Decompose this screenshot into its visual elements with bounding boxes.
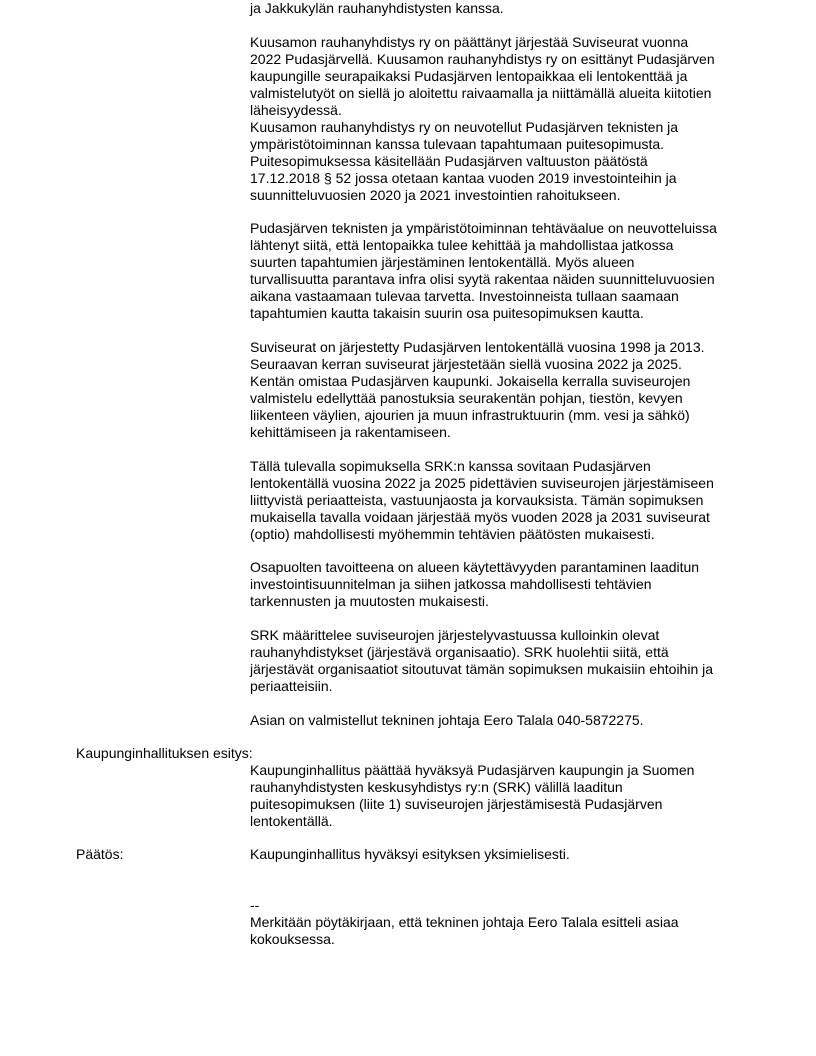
- text-line: kehittämiseen ja rakentamiseen.: [250, 424, 451, 440]
- text-line: lähtenyt siitä, että lentopaikka tulee kehittää ja mahdollistaa jatkossa: [250, 237, 674, 253]
- text-line: investointisuunnitelman ja siihen jatkossa mahdollisesti tehtävien: [250, 576, 652, 592]
- text-line: valmistelutyöt on siellä jo aloitettu raivaamalla ja niittämällä alueita kiitotien: [250, 85, 712, 101]
- text-line: suunnitteluvuosien 2020 ja 2021 investointien rahoitukseen.: [250, 187, 621, 203]
- text-line: tarkennusten ja muutosten mukaisesti.: [250, 593, 489, 609]
- section-label: Päätös:: [76, 846, 124, 862]
- text-line: valmistelu edellyttää panostuksia seurakentän pohjan, tiestön, kevyen: [250, 390, 683, 406]
- text-line: Kentän omistaa Pudasjärven kaupunki. Jokaisella kerralla suviseurojen: [250, 373, 691, 389]
- text-line: kaupungille seurapaikaksi Pudasjärven lentopaikkaa eli lentokenttää ja: [250, 68, 688, 84]
- decision-text: [250, 846, 745, 863]
- text-line: 2022 Pudasjärvellä. Kuusamon rauhanyhdistys ry on esittänyt Pudasjärven: [250, 51, 715, 67]
- text-line: rauhanyhdistykset (järjestävä organisaatio). SRK huolehtii siitä, että: [250, 644, 669, 660]
- text-line: Tällä tulevalla sopimuksella SRK:n kanssa sovitaan Pudasjärven: [250, 458, 651, 474]
- text-line: Asian on valmistellut tekninen johtaja Eero Talala 040-5872275.: [250, 712, 644, 728]
- text-line: liittyvistä periaatteista, vastuunjaosta ja korvauksista. Tämän sopimuksen: [250, 492, 704, 508]
- text-line: lentokentällä.: [250, 813, 333, 829]
- decision-label: [76, 846, 276, 863]
- text-line: turvallisuutta parantava infra olisi syytä rakentaa näiden suunnitteluvuosien: [250, 271, 715, 287]
- text-line: Kaupunginhallitus päättää hyväksyä Pudasjärven kaupungin ja Suomen: [250, 762, 695, 778]
- text-line: SRK määrittelee suviseurojen järjestelyvastuussa kulloinkin olevat: [250, 627, 660, 643]
- section-label: Kaupunginhallituksen esitys:: [76, 745, 253, 761]
- proposal-label: [76, 745, 276, 762]
- text-line: (optio) mahdollisesti myöhemmin tehtävien päätösten mukaisesti.: [250, 526, 655, 542]
- text-line: ja Jakkukylän rauhanyhdistysten kanssa.: [250, 0, 504, 16]
- paragraph-srk-agreement: [250, 458, 745, 543]
- text-line: aikana vastaamaan tulevaa tarvetta. Investoinneista tullaan saamaan: [250, 288, 679, 304]
- text-line: tapahtumien kautta takaisin suurin osa puitesopimuksen kautta.: [250, 305, 644, 321]
- note-separator: --: [250, 897, 260, 913]
- paragraph-preparer: [250, 712, 745, 729]
- paragraph-technical-negotiations: [250, 220, 745, 322]
- text-line: Suviseurat on järjestetty Pudasjärven lentokentällä vuosina 1998 ja 2013.: [250, 339, 705, 355]
- text-line: Osapuolten tavoitteena on alueen käytettävyyden parantaminen laaditun: [250, 559, 700, 575]
- text-line: Puitesopimuksessa käsitellään Pudasjärven valtuuston päätöstä: [250, 153, 648, 169]
- text-line: Kuusamon rauhanyhdistys ry on neuvotellut Pudasjärven teknisten ja: [250, 119, 679, 135]
- text-line: Kuusamon rauhanyhdistys ry on päättänyt järjestää Suviseurat vuonna: [250, 34, 689, 50]
- text-line: mukaisella tavalla voidaan järjestää myös vuoden 2028 ja 2031 suviseurat: [250, 509, 710, 525]
- proposal-text: [250, 762, 745, 830]
- text-line: ympäristötoiminnan kanssa tulevaan tapahtumaan puitesopimusta.: [250, 136, 665, 152]
- text-line: puitesopimuksen (liite 1) suviseurojen järjestämisestä Pudasjärven: [250, 796, 663, 812]
- paragraph-objectives: [250, 559, 745, 610]
- text-line: rauhanyhdistysten keskusyhdistys ry:n (SRK) välillä laaditun: [250, 779, 623, 795]
- text-line: Kaupunginhallitus hyväksyi esityksen yksimielisesti.: [250, 846, 570, 862]
- text-line: suurten tapahtumien järjestäminen lentokentällä. Myös alueen: [250, 254, 635, 270]
- paragraph-intro-tail: [250, 0, 745, 17]
- text-line: kokouksessa.: [250, 931, 335, 947]
- paragraph-suviseurat-2022: [250, 34, 745, 204]
- text-line: Seuraavan kerran suviseurat järjestetään siellä vuosina 2022 ja 2025.: [250, 356, 682, 372]
- text-line: 17.12.2018 § 52 jossa otetaan kantaa vuoden 2019 investointeihin ja: [250, 170, 677, 186]
- minutes-note: [250, 897, 745, 948]
- text-line: läheisyydessä.: [250, 102, 342, 118]
- text-line: Pudasjärven teknisten ja ympäristötoiminnan tehtäväalue on neuvotteluissa: [250, 220, 717, 236]
- text-line: Merkitään pöytäkirjaan, että tekninen johtaja Eero Talala esitteli asiaa: [250, 914, 679, 930]
- paragraph-history: [250, 339, 745, 441]
- paragraph-srk-responsibility: [250, 627, 745, 695]
- text-line: lentokentällä vuosina 2022 ja 2025 pidettävien suviseurojen järjestämiseen: [250, 475, 714, 491]
- text-line: periaatteisiin.: [250, 678, 333, 694]
- text-line: järjestävät organisaatiot sitoutuvat tämän sopimuksen mukaisiin ehtoihin ja: [250, 661, 714, 677]
- text-line: liikenteen väylien, ajourien ja muun infrastruktuurin (mm. vesi ja sähkö): [250, 407, 690, 423]
